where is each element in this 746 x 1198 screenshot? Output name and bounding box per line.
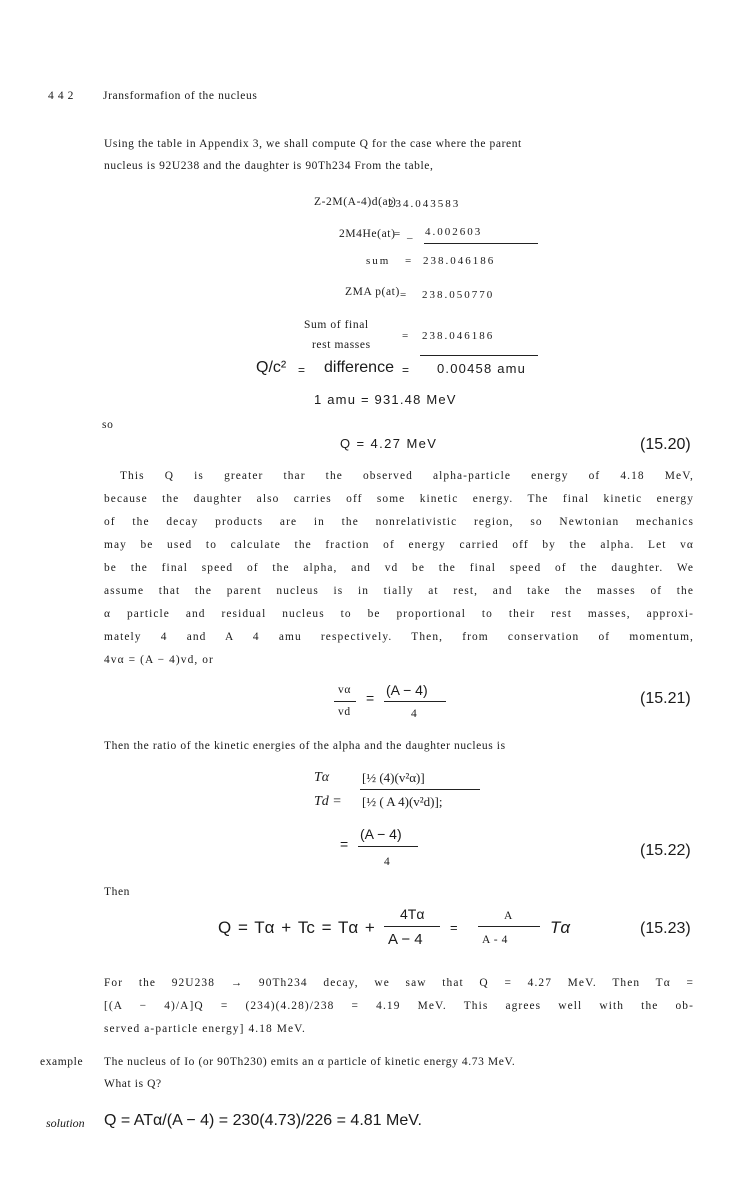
eq-15-23-frac1-numerator: 4Tα [400,906,425,922]
eq-15-22-mid-denominator: [½ ( A 4)(v²d)]; [362,794,443,809]
final-masses-label-1: Sum of final [304,319,369,331]
eq-15-23-frac2-denominator: A - 4 [482,934,508,946]
paragraph-decay-products [104,465,694,672]
eq-15-23-frac2-numerator: A [504,910,513,922]
mass-label-parent: ZMA p(at) [345,286,400,298]
paragraph-line: α particle and residual nucleus to be proportional to their rest masses, approxi- [104,608,694,620]
eq-number-15-22: (15.22) [640,842,691,859]
eq-15-21-equals: = [366,690,375,706]
mass-label-daughter: Z-2M(A-4)d(at) [314,196,397,208]
difference-label: difference [324,359,394,376]
mass-value-helium: 4.002603 [425,226,483,238]
ratio-sentence: Then the ratio of the kinetic energies of the alpha and the daughter nucleus is [104,740,506,752]
eq-15-20: Q = 4.27 MeV [340,436,438,451]
so-word: so [102,419,114,431]
intro-line-1: Using the table in Appendix 3, we shall compute Q for the case where the parent [104,138,522,150]
eq-15-22-lhs-numerator: Tα [314,770,330,785]
eq-15-22-rhs-numerator: (A − 4) [360,826,402,842]
eq-number-15-23: (15.23) [640,920,691,937]
final-equals: = [402,330,411,342]
mass-value-parent: 238.050770 [422,289,495,301]
fraction-bar [358,846,418,847]
running-title: Jransformafion of the nucleus [103,90,258,102]
eq-15-21-rhs-denominator: 4 [411,708,418,720]
paragraph-line: mately 4 and A 4 amu respectively. Then, from conservation of momentum, [104,631,694,643]
eq-15-23-equals: = [450,920,458,935]
fraction-bar [384,926,440,927]
paragraph-line: may be used to calculate the fraction of energy carried off by the alpha. Let vα [104,539,694,551]
eq-15-21-rhs-numerator: (A − 4) [386,682,428,698]
qc2-equals: = [298,363,306,377]
example-line-1: The nucleus of Io (or 90Th230) emits an α particle of kinetic energy 4.73 MeV. [104,1056,516,1068]
difference-rule [420,355,538,356]
eq-15-22-rhs-denominator: 4 [384,856,391,868]
paragraph-line: For the 92U238 → 90Th234 decay, we saw that Q = 4.27 MeV. Then Tα = [104,977,694,989]
paragraph-line: 4vα = (A − 4)vd, or [104,654,214,666]
eq-15-23-tail: Tα [550,918,571,937]
mass-value-daughter: 234.043583 [388,198,461,210]
example-label: example [40,1056,84,1068]
solution-label: solution [46,1116,85,1130]
paragraph-line: [(A − 4)/A]Q = (234)(4.28)/238 = 4.19 MeV. This agrees well with the ob- [104,1000,694,1012]
eq-15-22-mid-numerator: [½ (4)(v²α)] [362,770,425,785]
amu-conversion: 1 amu = 931.48 MeV [314,392,457,407]
paragraph-line: of the decay products are in the nonrelativistic region, so Newtonian mechanics [104,516,694,528]
sum-equals: = [405,255,414,267]
paragraph-line: This Q is greater thar the observed alpha-particle energy of 4.18 MeV, [120,470,694,482]
fraction-bar [334,701,356,702]
parent-equals: = [400,289,409,301]
eq-15-23-frac1-denominator: A − 4 [388,931,423,948]
eq-15-22-rhs-prefix: = [340,836,349,852]
eq-15-21-lhs-numerator: vα [338,684,351,696]
example-line-2: What is Q? [104,1078,162,1090]
fraction-bar [384,701,446,702]
paragraph-line: assume that the parent nucleus is in tially at rest, and take the masses of the [104,585,694,597]
eq-number-15-20: (15.20) [640,436,691,453]
eq-15-21-lhs-denominator: vd [338,706,351,718]
difference-equals: = [402,363,410,377]
eq-number-15-21: (15.21) [640,690,691,707]
intro-line-2: nucleus is 92U238 and the daughter is 90Th234 From the table, [104,160,434,172]
paragraph-line: because the daughter also carries off some kinetic energy. The final kinetic energy [104,493,694,505]
eq-15-22-lhs-denominator: Td = [314,794,342,809]
fraction-bar [478,926,540,927]
q-over-c2-label: Q/c² [256,359,287,376]
difference-value: 0.00458 amu [437,361,527,376]
then-word: Then [104,886,131,898]
sum-rule [424,243,538,244]
sum-value: 238.046186 [423,255,496,267]
mass-equals-minus: = _ [394,228,415,240]
mass-label-helium: 2M4He(at) [339,228,396,240]
fraction-bar [360,789,480,790]
paragraph-line: be the final speed of the alpha, and vd be the final speed of the daughter. We [104,562,694,574]
sum-label: sum [366,255,391,267]
final-masses-value: 238.046186 [422,330,495,342]
solution-text: Q = ATα/(A − 4) = 230(4.73)/226 = 4.81 MeV. [104,1112,422,1129]
paragraph-line: served a-particle energy] 4.18 MeV. [104,1023,306,1035]
eq-15-23-lhs: Q = Tα + Tc = Tα + [218,918,375,937]
paragraph-decay-check [104,972,694,1041]
final-masses-label-2: rest masses [312,339,371,351]
page-number: 4 4 2 [48,90,74,102]
